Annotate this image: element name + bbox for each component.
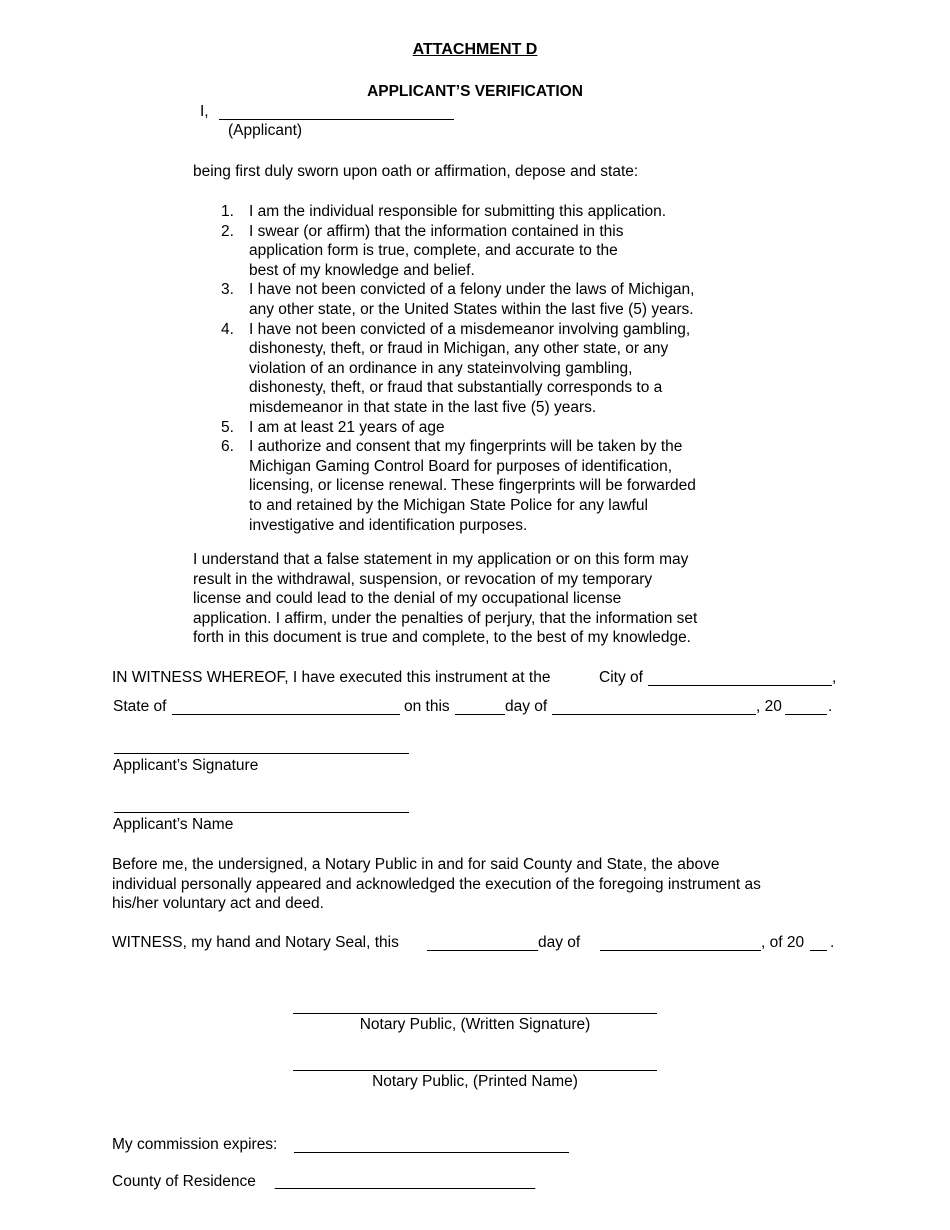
item-line: I am the individual responsible for submitting this application.	[249, 203, 667, 220]
paragraph-line: Before me, the undersigned, a Notary Public in and for said County and State, the above	[112, 856, 720, 873]
paragraph-line: forth in this document is true and complete, to the best of my knowledge.	[193, 629, 691, 647]
item-number: 5.	[221, 418, 234, 436]
item-line: I have not been convicted of a felony under the laws of Michigan,	[249, 281, 695, 299]
item-line: best of my knowledge and belief.	[249, 261, 475, 279]
item-line: I have not been convicted of a misdemeanor involving gambling,	[249, 320, 691, 338]
month-field[interactable]	[552, 714, 756, 715]
statements-list	[221, 202, 696, 535]
commission-expires-field[interactable]	[294, 1152, 569, 1153]
item-line: I am at least 21 years of age	[249, 418, 445, 436]
notary-signature-label: Notary Public, (Written Signature)	[359, 1016, 591, 1033]
item-line: dishonesty, theft, or fraud in Michigan, any other state, or any	[249, 340, 669, 358]
witness-comma: ,	[832, 669, 837, 686]
notary-day-field[interactable]	[427, 950, 538, 951]
paragraph-line: I understand that a false statement in my application or on this form may	[193, 551, 689, 568]
applicant-prefix: I,	[200, 103, 209, 120]
city-field[interactable]	[648, 685, 832, 686]
intro-text: being first duly sworn upon oath or affirmation, depose and state:	[193, 163, 639, 180]
applicant-field-label: (Applicant)	[228, 122, 303, 139]
applicant-signature-label: Applicant’s Signature	[113, 757, 259, 774]
item-line: violation of an ordinance in any stateinvolving gambling,	[249, 359, 633, 377]
item-line: Michigan Gaming Control Board for purposes of identification,	[249, 457, 673, 475]
state-field[interactable]	[172, 714, 400, 715]
item-line: application form is true, complete, and accurate to the	[249, 242, 618, 260]
witness-period: .	[828, 698, 833, 715]
county-label: County of Residence	[112, 1173, 256, 1190]
notary-year-field[interactable]	[810, 950, 827, 951]
notary-day-of-label: day of	[538, 934, 581, 951]
item-number: 1.	[221, 203, 234, 220]
applicant-signature-field[interactable]	[114, 753, 409, 754]
item-line: to and retained by the Michigan State Police for any lawful	[249, 496, 648, 514]
city-label: City of	[599, 669, 643, 686]
notary-printed-name-label: Notary Public, (Printed Name)	[372, 1073, 578, 1090]
notary-month-field[interactable]	[600, 950, 761, 951]
item-line: investigative and identification purposes.	[249, 516, 528, 534]
item-number: 6.	[221, 438, 234, 456]
understanding-paragraph	[193, 550, 697, 648]
paragraph-line: result in the withdrawal, suspension, or revocation of my temporary	[193, 570, 653, 588]
item-line: licensing, or license renewal. These fingerprints will be forwarded	[249, 477, 696, 495]
item-line: dishonesty, theft, or fraud that substantially corresponds to a	[249, 379, 663, 397]
notary-signature-field[interactable]	[293, 1013, 657, 1014]
applicant-printed-name-field[interactable]	[114, 812, 409, 813]
list-item	[221, 280, 696, 319]
notary-printed-name-field[interactable]	[293, 1070, 657, 1071]
item-number: 3.	[221, 281, 234, 299]
applicant-name-label: Applicant’s Name	[113, 816, 234, 833]
day-of-label: day of	[505, 698, 548, 715]
witness-whereof-text: IN WITNESS WHEREOF, I have executed this instrument at the	[112, 669, 551, 686]
commission-label: My commission expires:	[112, 1136, 278, 1153]
year-field[interactable]	[785, 714, 827, 715]
notary-year-prefix: , of 20	[761, 934, 805, 951]
item-line: misdemeanor in that state in the last five (5) years.	[249, 398, 597, 416]
day-number-field[interactable]	[455, 714, 505, 715]
notary-period: .	[830, 934, 835, 951]
notary-witness-text: WITNESS, my hand and Notary Seal, this	[112, 934, 399, 951]
item-line: I authorize and consent that my fingerprints will be taken by the	[249, 438, 683, 456]
list-item	[221, 202, 696, 222]
paragraph-line: his/her voluntary act and deed.	[112, 895, 324, 913]
paragraph-line: individual personally appeared and acknowledged the execution of the foregoing instrument as	[112, 875, 761, 893]
applicant-name-field[interactable]	[219, 119, 454, 120]
item-number: 4.	[221, 320, 234, 338]
list-item	[221, 222, 696, 281]
list-item	[221, 320, 696, 418]
paragraph-line: application. I affirm, under the penalties of perjury, that the information set	[193, 609, 698, 627]
county-field[interactable]: ______________________________	[275, 1173, 536, 1190]
item-line: I swear (or affirm) that the information contained in this	[249, 222, 624, 240]
list-item	[221, 437, 696, 535]
list-item	[221, 418, 696, 438]
year-prefix: , 20	[756, 698, 782, 715]
state-label: State of	[113, 698, 167, 715]
notary-intro-paragraph	[112, 855, 761, 914]
on-this-label: on this	[404, 698, 450, 715]
page-subtitle: APPLICANT’S VERIFICATION	[367, 83, 583, 100]
page-title: ATTACHMENT D	[412, 41, 538, 58]
item-line: any other state, or the United States within the last five (5) years.	[249, 300, 694, 318]
item-number: 2.	[221, 222, 234, 240]
paragraph-line: license and could lead to the denial of my occupational license	[193, 590, 622, 608]
